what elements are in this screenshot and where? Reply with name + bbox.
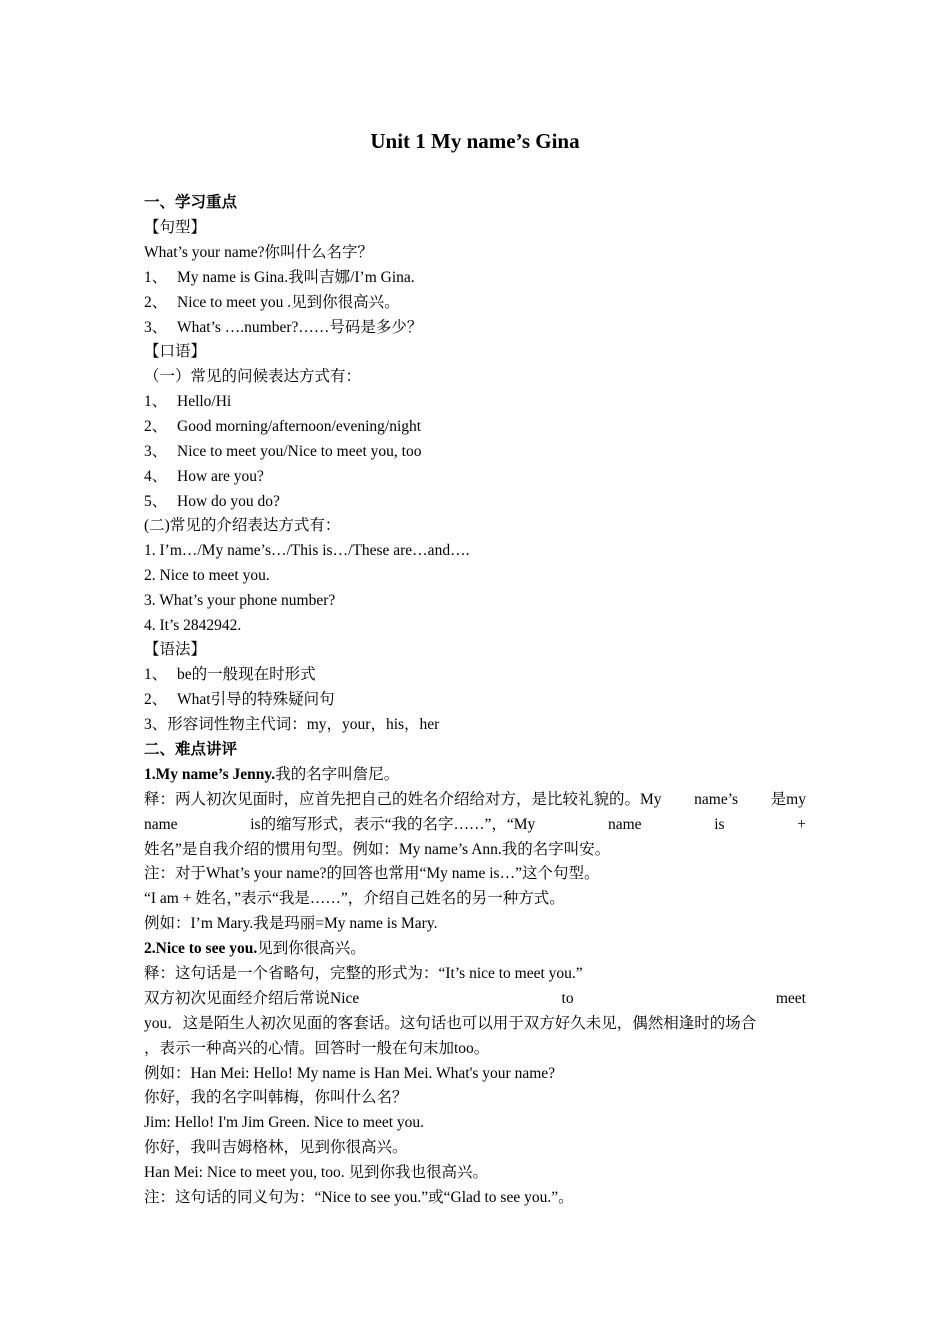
- text-run: is: [714, 816, 725, 833]
- sentence-item: [144, 318, 806, 338]
- item-number: 5、: [144, 493, 168, 510]
- point-1-translation: 我的名字叫詹尼。: [275, 766, 400, 783]
- text-run: 是my: [770, 791, 806, 808]
- text-run: name: [144, 816, 178, 833]
- item-number: 3、: [144, 319, 168, 336]
- greeting-item: [144, 442, 806, 462]
- item-text: be的一般现在时形式: [177, 666, 316, 683]
- paragraph-line: 注：这句话的同义句为：“Nice to see you.”或“Glad to see you.”。: [144, 1189, 574, 1206]
- item-text: My name is Gina.我叫吉娜/I’m Gina.: [177, 269, 415, 286]
- item-number: 1、: [144, 393, 168, 410]
- text-run: name’s: [694, 791, 739, 808]
- item-number: 2、: [144, 418, 168, 435]
- text-run: 释：两人初次见面时，应首先把自己的姓名介绍给对方，是比较礼貌的。My: [144, 791, 662, 808]
- greeting-item: [144, 417, 806, 437]
- point-2-title: 2.Nice to see you.: [144, 940, 258, 957]
- item-text: How do you do?: [177, 493, 280, 510]
- paragraph-line: 例如：I’m Mary.我是玛丽=My name is Mary.: [144, 915, 438, 932]
- greeting-item: [144, 467, 806, 487]
- point-1-title: 1.My name’s Jenny.: [144, 766, 276, 783]
- point-1-heading: [144, 765, 806, 785]
- document-title: Unit 1 My name’s Gina: [370, 129, 580, 153]
- item-number: 1、: [144, 269, 168, 286]
- greeting-heading: （一）常见的问候表达方式有：: [144, 368, 362, 385]
- greeting-item: [144, 492, 806, 512]
- paragraph-line: 注：对于What’s your name?的回答也常用“My name is…”这个句型。: [144, 865, 600, 882]
- item-text: What引导的特殊疑问句: [177, 691, 335, 708]
- point-2-translation: 见到你很高兴。: [257, 940, 366, 957]
- paragraph-line: 你好，我的名字叫韩梅，你叫什么名？: [144, 1089, 408, 1106]
- grammar-item: 3、形容词性物主代词：my，your，his，her: [144, 716, 440, 733]
- grammar-item: [144, 690, 806, 710]
- grammar-tag: 【语法】: [144, 641, 207, 658]
- text-run: name: [607, 816, 642, 833]
- sentence-question: What’s your name?你叫什么名字？: [144, 244, 374, 261]
- point-2-heading: [144, 939, 806, 959]
- item-text: How are you?: [177, 468, 264, 485]
- text-run: 双方初次见面经介绍后常说Nice: [144, 990, 360, 1007]
- intro-item: 3. What’s your phone number?: [144, 592, 336, 609]
- greeting-item: [144, 392, 806, 412]
- item-number: 2、: [144, 691, 168, 708]
- paragraph-line: 你好，我叫吉姆格林，见到你很高兴。: [144, 1139, 408, 1156]
- item-text: Good morning/afternoon/evening/night: [177, 418, 422, 435]
- sentence-item: [144, 293, 806, 313]
- intro-item: 4. It’s 2842942.: [144, 617, 242, 634]
- sentence-item: [144, 268, 806, 288]
- item-number: 2、: [144, 294, 168, 311]
- paragraph-line: Jim: Hello! I'm Jim Green. Nice to meet you.: [144, 1114, 425, 1131]
- paragraph-line: 姓名”是自我介绍的惯用句型。例如：My name’s Ann.我的名字叫安。: [144, 841, 611, 858]
- text-run: is的缩写形式，表示“我的名字……”，“My: [250, 816, 536, 833]
- section-2-heading: 二、难点讲评: [144, 741, 238, 758]
- paragraph-line: ，表示一种高兴的心情。回答时一般在句末加too。: [144, 1040, 490, 1057]
- paragraph-line: 释：这句话是一个省略句，完整的形式为：“It’s nice to meet you.”: [144, 965, 583, 982]
- oral-tag: 【口语】: [144, 343, 207, 360]
- item-number: 1、: [144, 666, 168, 683]
- item-text: What’s ….number?……号码是多少？: [177, 319, 423, 336]
- paragraph-line: [144, 989, 806, 1009]
- text-run: to: [561, 990, 574, 1007]
- paragraph-line: 例如：Han Mei: Hello! My name is Han Mei. What's your name?: [144, 1065, 556, 1082]
- paragraph-line: you．这是陌生人初次见面的客套话。这句话也可以用于双方好久未见，偶然相逢时的场合: [144, 1015, 757, 1032]
- grammar-item: [144, 665, 806, 685]
- intro-item: 1. I’m…/My name’s…/This is…/These are…and….: [144, 542, 470, 559]
- item-text: Nice to meet you/Nice to meet you, too: [177, 443, 422, 460]
- paragraph-line: [144, 790, 806, 810]
- item-text: Hello/Hi: [177, 393, 232, 410]
- item-text: Nice to meet you .见到你很高兴。: [177, 294, 400, 311]
- text-run: +: [797, 816, 806, 833]
- sentence-pattern-tag: 【句型】: [144, 219, 207, 236]
- text-run: meet: [775, 990, 806, 1007]
- intro-heading: (二)常见的介绍表达方式有：: [144, 517, 341, 534]
- intro-item: 2. Nice to meet you.: [144, 567, 270, 584]
- item-number: 3、: [144, 443, 168, 460]
- section-1-heading: 一、学习重点: [144, 194, 238, 211]
- paragraph-line: Han Mei: Nice to meet you, too. 见到你我也很高兴。: [144, 1164, 488, 1181]
- paragraph-line: [144, 815, 806, 835]
- paragraph-line: “I am + 姓名，”表示“我是……”，介绍自己姓名的另一种方式。: [144, 890, 565, 907]
- item-number: 4、: [144, 468, 168, 485]
